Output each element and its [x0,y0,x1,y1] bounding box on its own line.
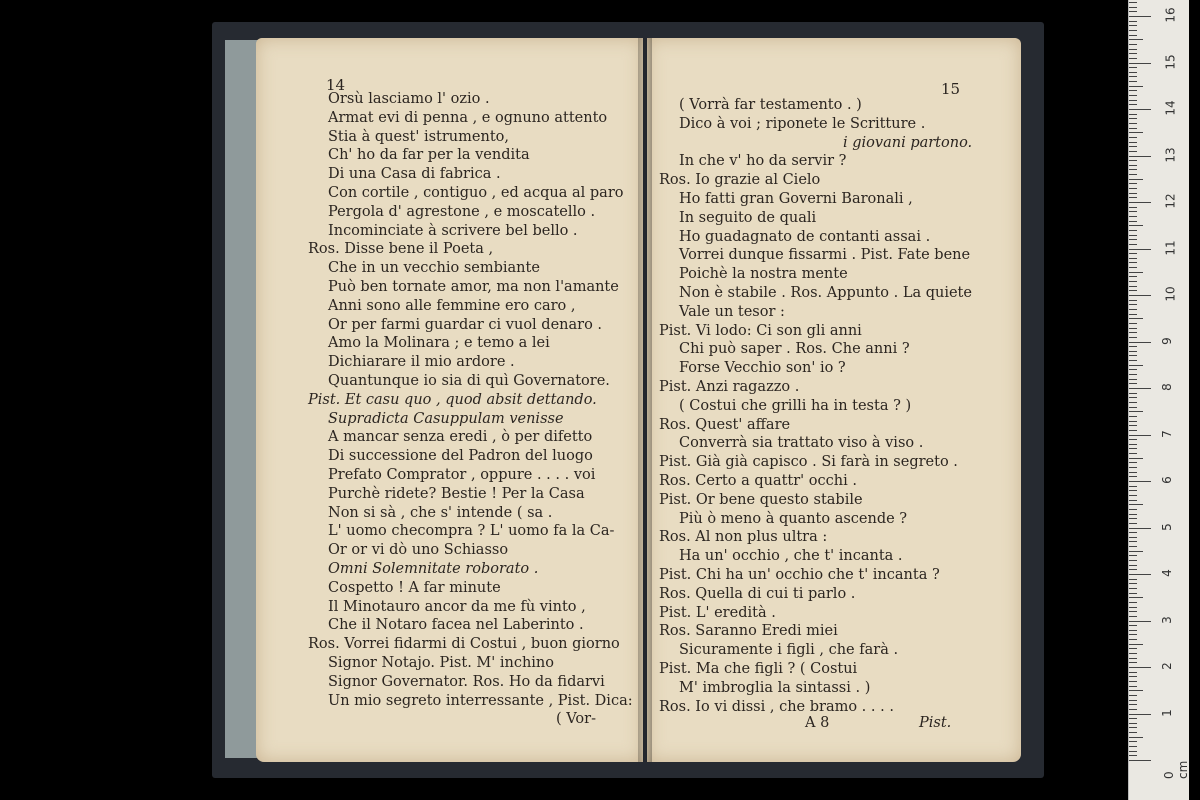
text-line: i giovani partono. [843,134,973,151]
ruler-number: 15 [1163,53,1178,70]
ruler-tick [1129,25,1137,26]
ruler-tick [1129,509,1137,510]
ruler-tick [1129,114,1137,115]
ruler-tick [1129,272,1143,273]
ruler-tick [1129,546,1137,547]
text-line: Amo la Molinara ; e temo a lei [328,335,550,352]
ruler-tick [1129,346,1137,347]
ruler-tick [1129,681,1137,682]
text-line: Orsù lasciamo l' ozio . [328,91,490,107]
ruler-tick [1129,718,1137,719]
ruler-tick [1129,755,1137,756]
ruler-tick [1129,207,1137,208]
ruler-tick [1129,467,1137,468]
text-line: Pist. Vi lodo: Ci son gli anni [659,322,862,339]
ruler-tick [1129,355,1137,356]
ruler-tick [1129,300,1137,301]
ruler-number: 0 cm [1162,760,1190,779]
ruler-tick [1129,383,1137,384]
ruler-tick [1129,644,1143,645]
ruler-tick [1129,314,1137,315]
ruler-tick [1129,276,1137,277]
signature-mark: A 8 [805,715,830,731]
ruler-tick [1129,574,1151,575]
text-line: Forse Vecchio son' io ? [679,360,846,377]
ruler-tick [1129,597,1143,598]
text-line: Può ben tornate amor, ma non l'amante [328,279,619,295]
ruler-tick [1129,360,1137,361]
text-line: Pist. Ma che figli ? ( Costui [659,661,858,677]
ruler-tick [1129,430,1137,431]
ruler-number: 2 [1159,662,1174,670]
ruler-tick [1129,439,1137,440]
ruler-tick [1129,165,1137,166]
ruler-tick [1129,369,1137,370]
ruler-tick [1129,514,1137,515]
ruler-tick [1129,183,1137,184]
ruler-tick [1129,402,1137,403]
text-line: Converrà sia trattato viso à viso . [679,435,924,452]
ruler-tick [1129,407,1137,408]
ruler-tick [1129,397,1137,398]
ruler-tick [1129,518,1137,519]
page-number: 14 [326,76,346,94]
ruler-tick [1129,197,1137,198]
ruler-number: 13 [1163,146,1178,163]
text-line: Armat evi di penna , e ognuno attento [328,109,608,126]
ruler-tick [1129,258,1137,259]
ruler-tick [1129,365,1143,366]
ruler-tick [1129,244,1137,245]
ruler-tick [1129,560,1137,561]
ruler-tick [1129,751,1137,752]
ruler-tick [1129,639,1137,640]
ruler-tick [1129,262,1137,263]
ruler-tick [1129,156,1151,157]
ruler-tick [1129,444,1137,445]
text-line: Cospetto ! A far minute [328,579,501,596]
ruler-tick [1129,188,1137,189]
ruler-tick [1129,532,1137,533]
ruler-tick [1129,202,1151,203]
ruler-tick [1129,616,1137,617]
ruler-tick [1129,221,1137,222]
ruler-tick [1129,732,1137,733]
ruler-tick [1129,7,1137,8]
ruler-tick [1129,416,1137,417]
ruler-tick [1129,704,1137,705]
ruler-tick [1129,528,1151,529]
ruler-tick [1129,723,1137,724]
ruler-tick [1129,281,1137,282]
ruler-tick [1129,286,1137,287]
ruler-tick [1129,486,1137,487]
ruler-tick [1129,462,1137,463]
ruler-tick [1129,132,1143,133]
ruler-tick [1129,216,1137,217]
text-line: A mancar senza eredi , ò per difetto [328,429,593,446]
ruler-tick [1129,453,1137,454]
text-line: Sicuramente i figli , che farà . [679,642,899,659]
ruler-tick [1129,318,1143,319]
text-line: Or per farmi guardar ci vuol denaro . [328,316,603,333]
ruler-tick [1129,421,1137,422]
ruler-tick [1129,11,1137,12]
ruler-tick [1129,174,1137,175]
ruler-number: 14 [1163,100,1178,116]
text-line: L' uomo checompra ? L' uomo fa la Ca- [328,523,615,540]
ruler-tick [1129,44,1137,45]
text-line: In seguito de quali [679,209,817,226]
ruler-tick [1129,230,1137,231]
ruler-tick [1129,342,1151,343]
text-line: Ros. Certo a quattr' occhi . [659,473,857,489]
ruler-tick [1129,607,1137,608]
ruler-tick [1129,579,1137,580]
text-line: Di successione del Padron del luogo [328,448,593,465]
ruler-tick [1129,490,1137,491]
text-line: Ros. Disse bene il Poeta , [308,241,494,258]
ruler-tick [1129,541,1137,542]
text-line: Ros. Io vi dissi , che bramo . . . . [659,698,894,715]
ruler-tick [1129,472,1137,473]
text-line: Un mio segreto interressante , Pist. Dica: [328,692,633,709]
text-line: Chi può saper . Ros. Che anni ? [679,341,910,358]
text-line: Che in un vecchio sembiante [328,260,540,277]
ruler-tick [1129,160,1137,161]
text-line: Ros. Vorrei fidarmi di Costui , buon giorno [308,636,620,653]
ruler-number: 1 [1159,708,1174,717]
text-line: Signor Governator. Ros. Ho da fidarvi [328,673,605,690]
text-line: Ros. Quest' affare [659,416,791,433]
ruler-tick [1129,672,1137,673]
ruler-tick [1129,304,1137,305]
ruler-tick [1129,760,1151,761]
text-line: ( Costui che grilli ha in testa ? ) [679,397,912,414]
text-line: Non è stabile . Ros. Appunto . La quiete [679,285,972,301]
ruler-tick [1129,676,1137,677]
text-line: Pist. Chi ha un' occhio che t' incanta ? [659,567,940,583]
ruler-tick [1129,662,1137,663]
ruler-tick [1129,104,1137,105]
text-line: Dichiarare il mio ardore . [328,354,515,371]
ruler-tick [1129,714,1151,715]
ruler-tick [1129,593,1137,594]
ruler-tick [1129,290,1137,291]
ruler-tick [1129,49,1137,50]
right-page [647,38,1021,762]
text-line: Anni sono alle femmine ero caro , [328,297,576,314]
ruler-tick [1129,658,1137,659]
ruler-tick [1129,695,1137,696]
ruler-tick [1129,179,1143,180]
text-line: ( Vor- [556,711,596,728]
ruler-tick [1129,746,1137,747]
ruler-tick [1129,225,1143,226]
text-line: Ros. Al non plus ultra : [659,529,828,546]
text-line: Il Minotauro ancor da me fù vinto , [328,598,586,615]
text-line: Or or vi dò uno Schiasso [328,542,509,559]
ruler-tick [1129,235,1137,236]
ruler-number: 10 [1163,286,1178,302]
ruler-tick [1129,249,1151,250]
text-line: Pergola d' agrestone , e moscatello . [328,203,596,220]
text-line: M' imbroglia la sintassi . ) [679,679,871,696]
text-line: Pist. Già già capisco . Si farà in segreto . [659,454,958,471]
text-line: Vorrei dunque fissarmi . Pist. Fate bene [679,247,971,264]
ruler-tick [1129,448,1137,449]
ruler-tick [1129,425,1137,426]
ruler-tick [1129,690,1143,691]
ruler-tick [1129,411,1143,412]
ruler-tick [1129,388,1151,389]
ruler-tick [1129,351,1137,352]
ruler-tick [1129,686,1137,687]
ruler-number: 12 [1163,193,1178,209]
text-line: ( Vorrà far testamento . ) [679,97,862,113]
ruler-tick [1129,393,1137,394]
text-line: Pist. L' eredità . [659,604,776,621]
text-line: Ch' ho da far per la vendita [328,147,530,164]
ruler-number: 6 [1159,476,1174,484]
ruler-tick [1129,30,1137,31]
ruler-tick [1129,495,1137,496]
ruler-tick [1129,555,1137,556]
ruler-tick [1129,323,1137,324]
ruler-tick [1129,109,1151,110]
ruler [1128,0,1189,800]
ruler-tick [1129,634,1137,635]
ruler-tick [1129,81,1137,82]
ruler-tick [1129,737,1143,738]
ruler-tick [1129,90,1137,91]
ruler-tick [1129,332,1137,333]
ruler-tick [1129,100,1137,101]
ruler-tick [1129,504,1143,505]
ruler-tick [1129,337,1137,338]
text-line: Omni Solemnitate roborato . [328,561,539,577]
ruler-number: 3 [1159,615,1174,624]
ruler-tick [1129,621,1151,622]
ruler-tick [1129,63,1151,64]
ruler-number: 7 [1159,429,1174,438]
text-line: Poichè la nostra mente [679,266,848,283]
ruler-tick [1129,500,1137,501]
text-line: Stia à quest' istrumento, [328,128,509,145]
ruler-tick [1129,588,1137,589]
text-line: Vale un tesor : [679,303,785,320]
ruler-tick [1129,700,1137,701]
ruler-tick [1129,653,1137,654]
ruler-number: 11 [1163,239,1178,256]
ruler-number: 8 [1159,383,1174,391]
ruler-tick [1129,709,1137,710]
text-line: Ros. Quella di cui ti parlo . [659,585,856,602]
ruler-tick [1129,458,1143,459]
catchword: Pist. [919,715,952,731]
ruler-tick [1129,142,1137,143]
ruler-tick [1129,21,1137,22]
ruler-tick [1129,146,1137,147]
ruler-tick [1129,648,1137,649]
text-line: Pist. Or bene questo stabile [659,491,863,508]
text-line: Signor Notajo. Pist. M' inchino [328,655,555,671]
ruler-tick [1129,169,1137,170]
text-line: Con cortile , contiguo , ed acqua al paro [328,185,624,201]
ruler-tick [1129,611,1137,612]
ruler-tick [1129,35,1137,36]
text-line: Ros. Io grazie al Cielo [659,172,821,189]
ruler-tick [1129,565,1137,566]
ruler-tick [1129,583,1137,584]
ruler-number: 4 [1159,569,1174,577]
ruler-tick [1129,253,1137,254]
text-line: Ho fatti gran Governi Baronali , [679,191,913,207]
text-line: Ros. Saranno Eredi miei [659,623,838,640]
text-line: Prefato Comprator , oppure . . . . voi [328,467,596,483]
text-line: Ha un' occhio , che t' incanta . [679,548,903,565]
ruler-number: 5 [1159,522,1174,531]
ruler-tick [1129,295,1151,296]
ruler-tick [1129,741,1137,742]
ruler-tick [1129,267,1137,268]
ruler-tick [1129,374,1137,375]
ruler-tick [1129,151,1137,152]
text-line: Che il Notaro facea nel Laberinto . [328,617,584,634]
gutter [638,38,652,762]
ruler-tick [1129,39,1143,40]
ruler-tick [1129,67,1137,68]
ruler-tick [1129,76,1137,77]
ruler-tick [1129,72,1137,73]
text-line: Supradicta Casuppulam venisse [328,410,564,427]
ruler-tick [1129,569,1137,570]
ruler-tick [1129,667,1151,668]
ruler-tick [1129,239,1137,240]
ruler-tick [1129,328,1137,329]
ruler-tick [1129,16,1151,17]
ruler-tick [1129,523,1137,524]
ruler-tick [1129,379,1137,380]
ruler-tick [1129,86,1143,87]
left-page [256,38,643,762]
ruler-tick [1129,123,1137,124]
ruler-tick [1129,476,1137,477]
ruler-tick [1129,551,1143,552]
text-line: In che v' ho da servir ? [679,153,847,170]
ruler-tick [1129,727,1137,728]
ruler-tick [1129,602,1137,603]
ruler-tick [1129,95,1137,96]
text-line: Incominciate à scrivere bel bello . [328,222,578,239]
text-line: Più ò meno à quanto ascende ? [679,510,908,527]
ruler-tick [1129,211,1137,212]
text-line: Quantunque io sia di quì Governatore. [328,373,610,389]
text-line: Di una Casa di fabrica . [328,166,501,183]
ruler-number: 16 [1163,7,1178,23]
page-number: 15 [941,80,961,98]
ruler-tick [1129,193,1137,194]
text-line: Pist. Anzi ragazzo . [659,379,800,395]
ruler-tick [1129,118,1137,119]
ruler-tick [1129,309,1137,310]
ruler-tick [1129,537,1137,538]
text-line: Ho guadagnato de contanti assai . [679,228,931,245]
ruler-tick [1129,2,1137,3]
text-line: Pist. Et casu quo , quod absit dettando. [308,391,597,408]
text-line: Dico à voi ; riponete le Scritture . [679,115,926,132]
text-line: Purchè ridete? Bestie ! Per la Casa [328,485,585,502]
ruler-tick [1129,53,1137,54]
ruler-tick [1129,481,1151,482]
ruler-number: 9 [1159,336,1174,345]
ruler-tick [1129,625,1137,626]
ruler-tick [1129,435,1151,436]
ruler-tick [1129,128,1137,129]
ruler-tick [1129,137,1137,138]
text-line: Non si sà , che s' intende ( sa . [328,504,553,521]
ruler-tick [1129,58,1137,59]
ruler-tick [1129,630,1137,631]
